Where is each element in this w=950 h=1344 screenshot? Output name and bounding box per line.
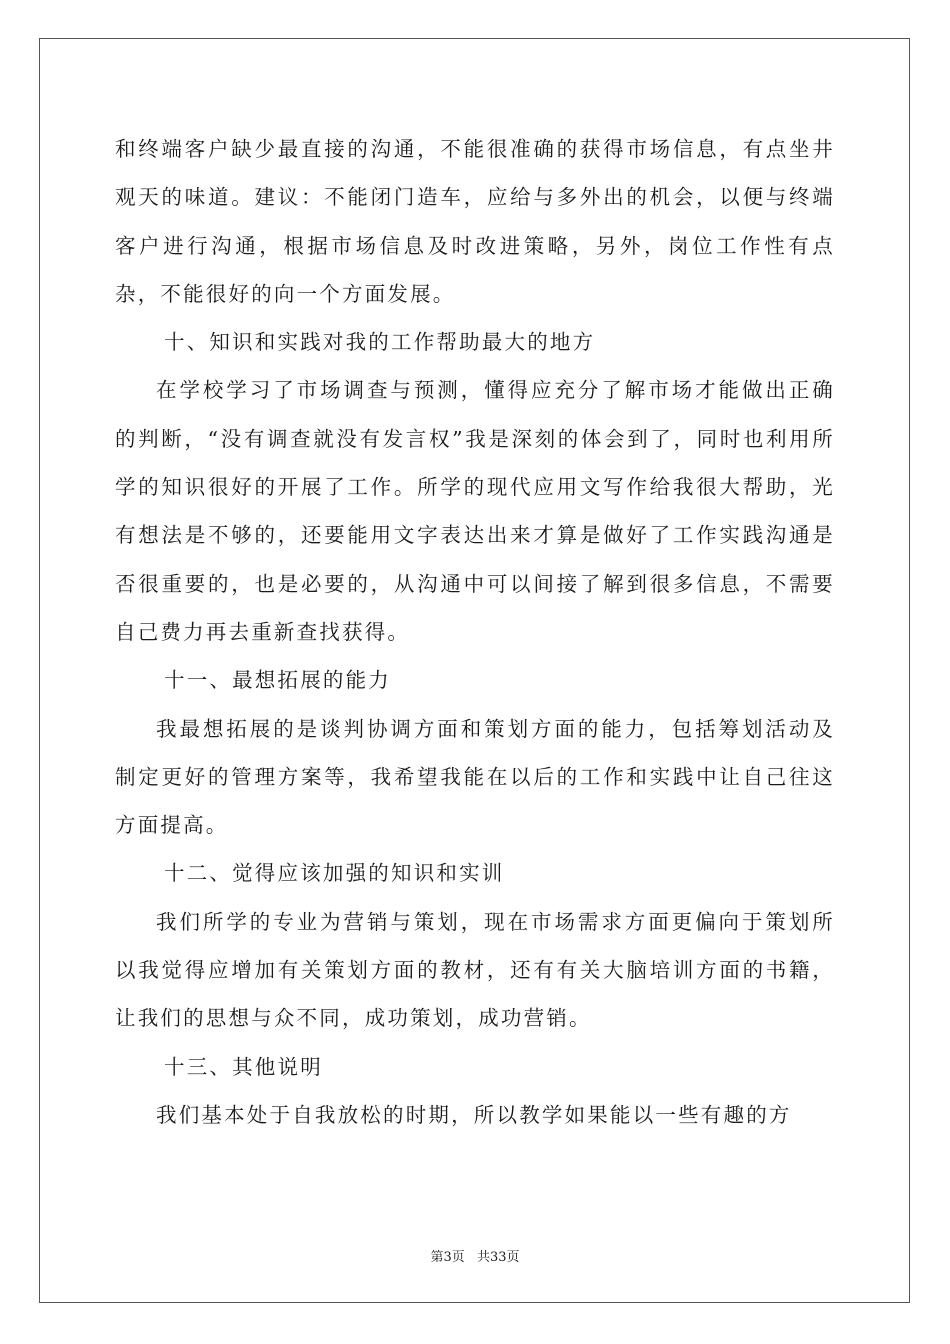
paragraph-abilities: 我最想拓展的是谈判协调方面和策划方面的能力，包括筹划活动及制定更好的管理方案等，我希望我能在以后的工作和实践中让自己往这方面提高。 xyxy=(115,716,835,838)
page-number: 第3页 xyxy=(430,1250,465,1265)
paragraph-other: 我们基本处于自我放松的时期，所以教学如果能以一些有趣的方 xyxy=(156,1102,792,1127)
page-footer xyxy=(0,1246,950,1265)
section-heading-11: 十一、最想拓展的能力 xyxy=(164,668,391,693)
section-heading-13: 十三、其他说明 xyxy=(164,1054,323,1079)
section-heading-12: 十二、觉得应该加强的知识和实训 xyxy=(164,861,505,886)
section-heading-10: 十、知识和实践对我的工作帮助最大的地方 xyxy=(164,330,596,355)
paragraph-continuation: 和终端客户缺少最直接的沟通，不能很准确的获得市场信息，有点坐井观天的味道。建议：不能闭门造车，应给与多外出的机会，以便与终端客户进行沟通，根据市场信息及时改进策略，另外，岗位工作性有点杂，不能很好的向一个方面发展。 xyxy=(115,137,835,306)
paragraph-training: 我们所学的专业为营销与策划，现在市场需求方面更偏向于策划所以我觉得应增加有关策划方面的教材，还有有关大脑培训方面的书籍，让我们的思想与众不同，成功策划，成功营销。 xyxy=(115,909,835,1031)
page-total: 共33页 xyxy=(476,1250,520,1265)
paragraph-knowledge-practice: 在学校学习了市场调查与预测，懂得应充分了解市场才能做出正确的判断，“没有调查就没有发言权”我是深刻的体会到了，同时也利用所学的知识很好的开展了工作。所学的现代应用文写作给我很大帮助，光有想法是不够的，还要能用文字表达出来才算是做好了工作实践沟通是否很重要的，也是必要的，从沟通中可以间接了解到很多信息，不需要自己费力再去重新查找获得。 xyxy=(115,378,835,644)
document-body xyxy=(115,125,835,1139)
